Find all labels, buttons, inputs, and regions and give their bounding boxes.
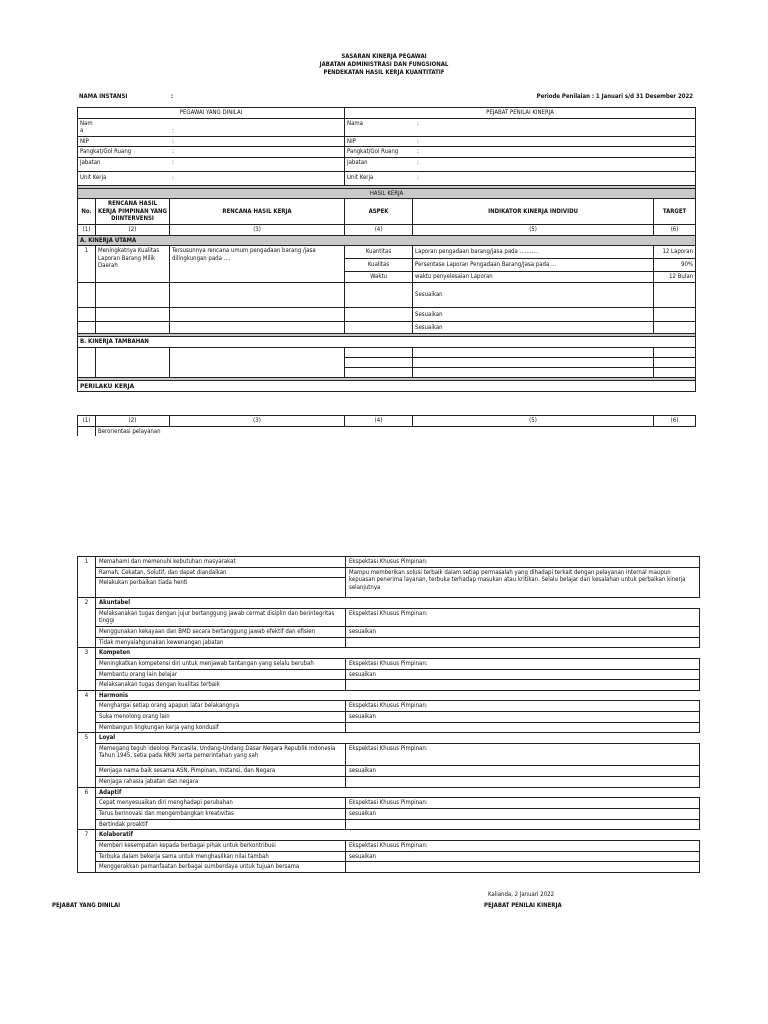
- behavior-item: Cepat menyesuaikan diri menghadapi perubahan: [96, 798, 346, 809]
- instansi-colon: :: [171, 93, 174, 100]
- behavior-item: Memegang teguh ideologi Pancasila, Undang-Undang Dasar Negara Republik Indonesia Tahun 1945, setia pada NKRI serta pemerintahan yang sah: [96, 743, 346, 765]
- doc-title-3: PENDEKATAN HASIL KERJA KUANTITATIF: [323, 69, 445, 76]
- num-3: (3): [170, 225, 345, 236]
- behavior-title: Akuntabel: [96, 598, 700, 609]
- perilaku-num-5: (5): [413, 416, 654, 427]
- periode-penilaian: Periode Penilaian : 1 Januari s/d 31 Desember 2022: [536, 93, 693, 100]
- behavior-row: [78, 701, 700, 712]
- ekspektasi-label: Ekspektasi Khusus Pimpinan:: [346, 557, 700, 568]
- ekspektasi-blank: [346, 862, 700, 873]
- behavior-item: Ramah, Cekatan, Solutif, dan dapat diandalkan: [96, 567, 346, 578]
- row1-no: 1: [78, 246, 96, 283]
- row1-indikator-1: Laporan pengadaan barang/jasa pada ...........: [413, 246, 654, 259]
- ekspektasi-label: Ekspektasi Khusus Pimpinan:: [346, 608, 700, 626]
- behavior-row: [78, 776, 700, 787]
- behavior-item: Menggunakan kekayaan dan BMD secara bertanggung jawab efektif dan efisien: [96, 626, 346, 637]
- behavior-item: Memahami dan memenuhi kebutuhan masyarakat: [96, 557, 346, 568]
- behavior-row: [78, 798, 700, 809]
- ekspektasi-value: sesuaikan: [346, 809, 700, 820]
- col-target: TARGET: [654, 199, 696, 225]
- ekspektasi-blank: [346, 637, 700, 648]
- ekspektasi-value: sesuaikan: [346, 669, 700, 680]
- pegawai-title: PEGAWAI YANG DINILAI: [78, 108, 345, 119]
- behavior-item: Menjaga rahasia jabatan dan negara: [96, 776, 346, 787]
- behavior-row: [78, 819, 700, 830]
- pejabat-nip-cell: NIP :: [345, 136, 696, 147]
- footer-pejabat-penilai: PEJABAT PENILAI KINERJA: [484, 902, 562, 909]
- behavior-number: 6: [78, 787, 96, 830]
- behavior-item: Bertindak proaktif: [96, 819, 346, 830]
- behavior-item: Terbuka dalam bekerja sama untuk menghasilkan nilai tambah: [96, 851, 346, 862]
- behavior-row: [78, 765, 700, 776]
- ekspektasi-label: Ekspektasi Khusus Pimpinan:: [346, 658, 700, 669]
- perilaku-num-3: (3): [170, 416, 345, 427]
- ekspektasi-label: Ekspektasi Khusus Pimpinan:: [346, 701, 700, 712]
- behavior-number: 3: [78, 648, 96, 691]
- behaviors-table: [77, 556, 700, 873]
- ekspektasi-blank: [346, 776, 700, 787]
- behavior-row: [78, 626, 700, 637]
- behavior-row: [78, 637, 700, 648]
- col-no: No.: [78, 199, 96, 225]
- behavior-row: [78, 598, 700, 609]
- behavior-item: Membangun lingkungan kerja yang kondusif: [96, 722, 346, 733]
- col-aspek: ASPEK: [345, 199, 413, 225]
- behavior-row: [78, 840, 700, 851]
- behavior-item: Melaksanakan tugas dengan kualitas terbaik: [96, 680, 346, 691]
- behavior-row: [78, 557, 700, 568]
- pegawai-nip-cell: NIP :: [78, 136, 345, 147]
- row1-sesuaikan-2: Sesuaikan: [413, 308, 654, 322]
- behavior-row: [78, 669, 700, 680]
- ekspektasi-label: Ekspektasi Khusus Pimpinan:: [346, 840, 700, 851]
- behavior-item: Terus berinovasi dan mengembangkan kreativitas: [96, 809, 346, 820]
- instansi-label: NAMA INSTANSI: [79, 93, 128, 100]
- num-4: (4): [345, 225, 413, 236]
- hasil-kerja-title: HASIL KERJA: [78, 188, 696, 199]
- section-kinerja-utama: A. KINERJA UTAMA: [78, 235, 696, 246]
- behavior-number: 5: [78, 733, 96, 788]
- behavior-number: 2: [78, 598, 96, 648]
- section-kinerja-tambahan: B. KINERJA TAMBAHAN: [78, 337, 696, 348]
- num-1: (1): [78, 225, 96, 236]
- behavior-row: [78, 712, 700, 723]
- behavior-item: Membantu orang lain belajar: [96, 669, 346, 680]
- behavior-item: Menggerakkan pemanfaatan berbagai sumberdaya untuk tujuan bersama: [96, 862, 346, 873]
- behavior-title: Harmonis: [96, 690, 700, 701]
- behavior-row: [78, 851, 700, 862]
- behavior-title: Adaptif: [96, 787, 700, 798]
- ekspektasi-value: Mampu memberikan solusi terbaik dalam setiap permasalah yang dihadapi terkait dengan pelayanan internal maupun kepuasan penerima layanan, terbuka terhadap masukan atau kritikan. Selalu belajar dari kesalahan untuk perbaikan kinerja selanjutnya: [346, 567, 700, 598]
- behavior-row: [78, 608, 700, 626]
- behavior-row: [78, 567, 700, 578]
- num-2: (2): [96, 225, 170, 236]
- row1-aspek-2: Kualitas: [345, 259, 413, 272]
- behavior-row: [78, 658, 700, 669]
- skp-main-table: [77, 107, 696, 392]
- perilaku-kerja-title: PERILAKU KERJA: [78, 380, 696, 391]
- ekspektasi-blank: [346, 722, 700, 733]
- doc-title-1: SASARAN KINERJA PEGAWAI: [341, 53, 427, 60]
- behavior-row: [78, 809, 700, 820]
- pejabat-unit-cell: Unit Kerja :: [345, 171, 696, 185]
- pejabat-nama-cell: Nama :: [345, 118, 696, 136]
- col-indikator: INDIKATOR KINERJA INDIVIDU: [413, 199, 654, 225]
- ekspektasi-blank: [346, 680, 700, 691]
- behavior-row: [78, 690, 700, 701]
- behavior-number: 7: [78, 830, 96, 873]
- behavior-row: [78, 743, 700, 765]
- col-rhk-pimpinan: RENCANA HASIL KERJA PIMPINAN YANG DIINTERVENSI: [96, 199, 170, 225]
- behavior-row: [78, 787, 700, 798]
- row1-target-3: 12 Bulan: [654, 272, 696, 283]
- perilaku-table: [77, 415, 696, 436]
- behavior-item: Menghargai setiap orang apapun latar belakangnya: [96, 701, 346, 712]
- behavior-item: Tidak menyalahgunakan kewenangan jabatan: [96, 637, 346, 648]
- row1-aspek-1: Kuantitas: [345, 246, 413, 259]
- behavior-row: [78, 648, 700, 659]
- behavior-row: [78, 680, 700, 691]
- behavior-row: [78, 862, 700, 873]
- perilaku-num-2: (2): [96, 416, 170, 427]
- perilaku-num-6: (6): [654, 416, 696, 427]
- place-date: Kalianda, 2 Januari 2022: [488, 891, 554, 898]
- pejabat-title: PEJABAT PENILAI KINERJA: [345, 108, 696, 119]
- ekspektasi-value: sesuaikan: [346, 851, 700, 862]
- pejabat-jabatan-cell: Jabatan :: [345, 157, 696, 171]
- num-6: (6): [654, 225, 696, 236]
- behavior-title: Kolaboratif: [96, 830, 700, 841]
- row1-sesuaikan-1: Sesuaikan: [413, 283, 654, 308]
- ekspektasi-value: sesuaikan: [346, 626, 700, 637]
- perilaku-num-4: (4): [345, 416, 413, 427]
- row1-indikator-3: waktu penyelesaian Laporan: [413, 272, 654, 283]
- row1-rhk: Tersusunnya rencana umum pengadaan barang /jasa dilingkungan pada ....: [170, 246, 345, 283]
- behavior-row: [78, 830, 700, 841]
- behavior-number: 1: [78, 557, 96, 598]
- behavior-number: 4: [78, 690, 96, 733]
- ekspektasi-value: sesuaikan: [346, 712, 700, 723]
- row1-indikator-2: Persentase Laporan Pengadaan Barang/Jasa pada ...: [413, 259, 654, 272]
- ekspektasi-blank: [346, 819, 700, 830]
- pegawai-nama-cell: Nam a :: [78, 118, 345, 136]
- ekspektasi-value: sesuaikan: [346, 765, 700, 776]
- behavior-row: [78, 722, 700, 733]
- doc-title-2: JABATAN ADMINISTRASI DAN FUNGSIONAL: [319, 61, 449, 68]
- row1-target-2: 90%: [654, 259, 696, 272]
- pegawai-unit-cell: Unit Kerja :: [78, 171, 345, 185]
- pegawai-jabatan-cell: Jabatan :: [78, 157, 345, 171]
- behavior-title: Loyal: [96, 733, 700, 744]
- row1-aspek-3: Waktu: [345, 272, 413, 283]
- behavior-item: Melaksanakan tugas dengan jujur bertanggung jawab cermat disiplin dan berintegritas tinggi: [96, 608, 346, 626]
- behavior-item: Melakukan perbaikan tiada henti: [96, 578, 346, 598]
- pejabat-pangkat-cell: Pangkat/Gol Ruang :: [345, 147, 696, 158]
- num-5: (5): [413, 225, 654, 236]
- ekspektasi-label: Ekspektasi Khusus Pimpinan:: [346, 743, 700, 765]
- perilaku-num-1: (1): [78, 416, 96, 427]
- footer-pejabat-dinilai: PEJABAT YANG DINILAI: [52, 902, 121, 909]
- row1-sesuaikan-3: Sesuaikan: [413, 322, 654, 334]
- behavior-item: Suka menolong orang lain: [96, 712, 346, 723]
- behavior-row: [78, 733, 700, 744]
- row1-target-1: 12 Laporan: [654, 246, 696, 259]
- col-rhk: RENCANA HASIL KERJA: [170, 199, 345, 225]
- behavior-title: Kompeten: [96, 648, 700, 659]
- row1-rhk-pimpinan: Meningkatnya Kualitas Laporan Barang Milik Daerah: [96, 246, 170, 283]
- behavior-item: Menjaga nama baik sesama ASN, Pimpinan, Instansi, dan Negara: [96, 765, 346, 776]
- pegawai-pangkat-cell: Pangkat/Gol Ruang :: [78, 147, 345, 158]
- ekspektasi-label: Ekspektasi Khusus Pimpinan:: [346, 798, 700, 809]
- behavior-item: Meningkatkan kompetensi diri untuk menjawab tantangan yang selalu berubah: [96, 658, 346, 669]
- perilaku-first-item: Berorientasi pelayanan: [98, 427, 161, 435]
- behavior-item: Memberi kesempatan kepada berbagai pihak untuk berkontribusi: [96, 840, 346, 851]
